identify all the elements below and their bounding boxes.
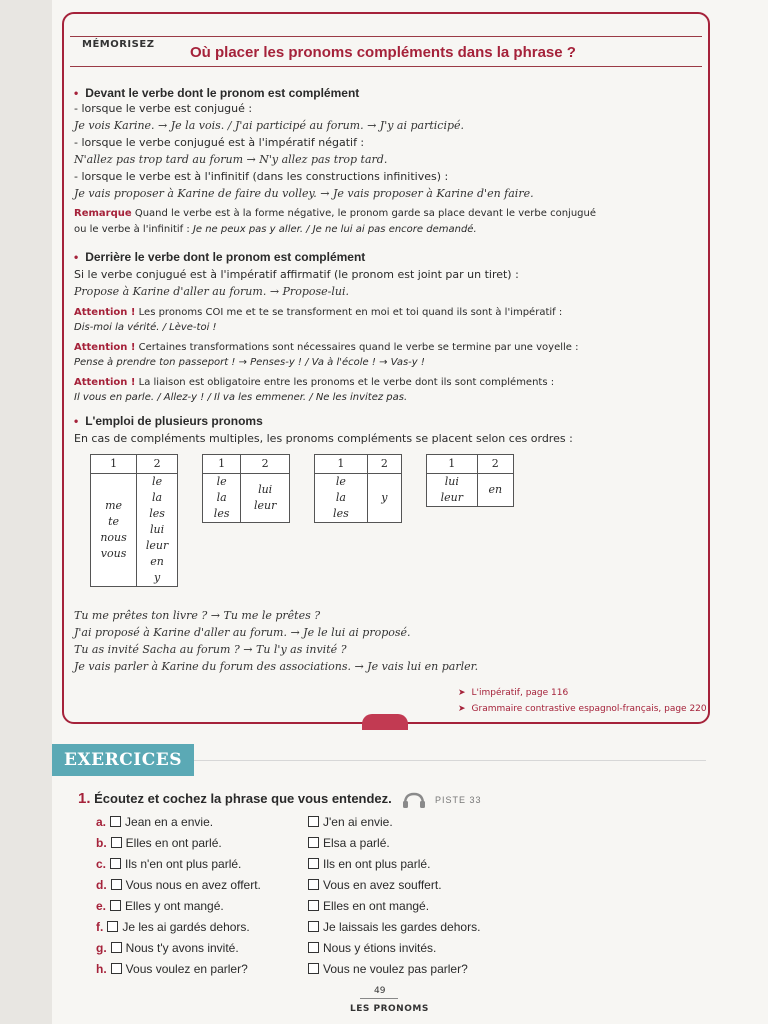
option-e-right[interactable] bbox=[308, 899, 429, 913]
checkbox[interactable] bbox=[107, 921, 118, 932]
option-text: Vous en avez souffert. bbox=[323, 878, 442, 892]
table2-head2: 2 bbox=[241, 455, 290, 474]
attention3-example bbox=[74, 390, 704, 405]
attention1-ex-text: Dis-moi la vérité. / Lève-toi ! bbox=[74, 322, 217, 333]
table3-head2: 2 bbox=[367, 455, 401, 474]
attention2-example bbox=[74, 355, 704, 370]
table2-c1-item: le bbox=[216, 475, 227, 488]
footer-section: LES PRONOMS bbox=[350, 1004, 429, 1014]
option-h-right[interactable] bbox=[308, 962, 468, 976]
option-text: Elsa a parlé. bbox=[323, 836, 390, 850]
checkbox[interactable] bbox=[110, 816, 121, 827]
checkbox[interactable] bbox=[308, 942, 319, 953]
option-c-left[interactable] bbox=[96, 857, 241, 871]
checkbox[interactable] bbox=[308, 900, 319, 911]
option-letter: e. bbox=[96, 899, 107, 913]
table4-c2-item: en bbox=[488, 483, 503, 496]
exercices-title: EXERCICES bbox=[64, 750, 182, 770]
option-d-right[interactable] bbox=[308, 878, 442, 892]
table3-c1-item: les bbox=[333, 507, 349, 520]
s3-example1: Tu me prêtes ton livre ? → Tu me le prêtes ? bbox=[74, 609, 321, 622]
table1-c2-item: le bbox=[152, 475, 163, 488]
table1-c1-item: me bbox=[105, 499, 123, 512]
option-text: Vous ne voulez pas parler? bbox=[323, 962, 468, 976]
remarque-cont-text: ou le verbe à l'infinitif : bbox=[74, 224, 190, 235]
checkbox[interactable] bbox=[111, 879, 122, 890]
remarque bbox=[74, 206, 704, 221]
attention3 bbox=[74, 375, 704, 390]
table3-head1: 1 bbox=[315, 455, 368, 474]
table3-col1 bbox=[315, 474, 368, 523]
attention1-label: Attention ! bbox=[74, 307, 136, 318]
order-table-2 bbox=[202, 454, 290, 523]
memorisez-tag: MÉMORISEZ bbox=[82, 39, 155, 50]
order-table-1 bbox=[90, 454, 178, 587]
s1-example2: N'allez pas trop tard au forum → N'y allez pas trop tard. bbox=[74, 153, 388, 166]
table1-col1 bbox=[91, 474, 137, 587]
option-text: Je laissais les gardes dehors. bbox=[323, 920, 481, 934]
table2-head1: 1 bbox=[203, 455, 241, 474]
exercices-banner bbox=[52, 744, 194, 776]
s2-example1: Propose à Karine d'aller au forum. → Propose-lui. bbox=[74, 285, 349, 298]
table1-c2-item: les bbox=[149, 507, 165, 520]
table2-c1-item: les bbox=[213, 507, 230, 520]
box-top-rule bbox=[70, 36, 702, 37]
section1-heading: • Devant le verbe dont le pronom est complément bbox=[74, 86, 704, 101]
table3-c1-item: le bbox=[335, 475, 346, 488]
s2-line1: Si le verbe conjugué est à l'impératif affirmatif (le pronom est joint par un tiret) : bbox=[74, 268, 519, 281]
option-d-left[interactable] bbox=[96, 878, 261, 892]
table1-c2-item: lui bbox=[150, 523, 165, 536]
page-number: 49 bbox=[374, 986, 386, 996]
order-table-4 bbox=[426, 454, 514, 507]
option-a-right[interactable] bbox=[308, 815, 393, 829]
table1-head1: 1 bbox=[91, 455, 137, 474]
table2-c2-item: leur bbox=[253, 499, 277, 512]
attention3-label: Attention ! bbox=[74, 377, 136, 388]
option-e-left[interactable] bbox=[96, 899, 224, 913]
table1-head2: 2 bbox=[137, 455, 178, 474]
ref-grammaire-link[interactable]: ➤ Grammaire contrastive espagnol-français, page 220 bbox=[458, 704, 707, 714]
ref-imperatif-link[interactable]: ➤ L'impératif, page 116 bbox=[458, 688, 568, 698]
table4-head1: 1 bbox=[427, 455, 478, 474]
option-text: Vous nous en avez offert. bbox=[125, 878, 261, 892]
option-f-right[interactable] bbox=[308, 920, 480, 934]
s3-line1: En cas de compléments multiples, les pronoms compléments se placent selon ces ordres : bbox=[74, 432, 573, 445]
table3-c2-item: y bbox=[381, 491, 388, 504]
table2-c1-item: la bbox=[216, 491, 227, 504]
checkbox[interactable] bbox=[308, 963, 319, 974]
order-table-3 bbox=[314, 454, 402, 523]
option-g-right[interactable] bbox=[308, 941, 436, 955]
option-text: Ils en ont plus parlé. bbox=[323, 857, 431, 871]
option-text: Nous y étions invités. bbox=[323, 941, 437, 955]
table4-col2 bbox=[477, 474, 513, 507]
option-c-right[interactable] bbox=[308, 857, 430, 871]
checkbox[interactable] bbox=[308, 816, 319, 827]
table1-c2-item: la bbox=[152, 491, 163, 504]
option-text: Je les ai gardés dehors. bbox=[122, 920, 250, 934]
table1-c1-item: nous bbox=[100, 531, 127, 544]
option-letter: c. bbox=[96, 857, 107, 871]
option-letter: a. bbox=[96, 815, 107, 829]
table1-c2-item: y bbox=[153, 571, 161, 584]
checkbox[interactable] bbox=[308, 879, 319, 890]
attention1 bbox=[74, 305, 704, 320]
option-text: Vous voulez en parler? bbox=[125, 962, 248, 976]
option-h-left[interactable] bbox=[96, 962, 248, 976]
table4-c1-item: lui bbox=[444, 475, 459, 488]
checkbox[interactable] bbox=[111, 837, 122, 848]
table3-c1-item: la bbox=[335, 491, 346, 504]
s3-example2: J'ai proposé à Karine d'aller au forum. → Je le lui ai proposé. bbox=[74, 626, 411, 639]
remarque-cont bbox=[74, 222, 704, 237]
table1-c2-item: leur bbox=[145, 539, 169, 552]
s1-example3: Je vais proposer à Karine de faire du volley. → Je vais proposer à Karine d'en faire. bbox=[74, 187, 534, 200]
option-text: J'en ai envie. bbox=[323, 815, 393, 829]
attention2-ex-text: Pense à prendre ton passeport ! → Penses-y ! / Va à l'école ! → Vas-y ! bbox=[74, 357, 425, 368]
s1-example1: Je vois Karine. → Je la vois. / J'ai participé au forum. → J'y ai participé. bbox=[74, 119, 465, 132]
memorisez-box bbox=[62, 12, 710, 724]
table1-c1-item: vous bbox=[100, 547, 127, 560]
option-letter: f. bbox=[96, 920, 104, 934]
table3-col2 bbox=[367, 474, 401, 523]
table2-c2-item: lui bbox=[258, 483, 273, 496]
question-1 bbox=[78, 790, 482, 808]
option-text: Elles en ont parlé. bbox=[125, 836, 222, 850]
table2-col2 bbox=[241, 474, 290, 523]
attention3-ex-text: Il vous en parle. / Allez-y ! / Il va les emmener. / Ne les invitez pas. bbox=[74, 392, 408, 403]
s1-line2: - lorsque le verbe conjugué est à l'impératif négatif : bbox=[74, 136, 365, 149]
table1-c2-item: en bbox=[150, 555, 164, 568]
option-b-left[interactable] bbox=[96, 836, 222, 850]
headphones-icon[interactable] bbox=[401, 792, 427, 808]
question-text: Écoutez et cochez la phrase que vous entendez. bbox=[94, 791, 392, 806]
attention2-text: Certaines transformations sont nécessaires quand le verbe se termine par une voyelle : bbox=[138, 342, 579, 353]
table1-c1-item: te bbox=[108, 515, 120, 528]
checkbox[interactable] bbox=[308, 858, 319, 869]
attention3-text: La liaison est obligatoire entre les pronoms et le verbe dont ils sont compléments : bbox=[138, 377, 555, 388]
option-a-left[interactable] bbox=[96, 815, 213, 829]
remarque-label: Remarque bbox=[74, 208, 132, 219]
checkbox[interactable] bbox=[308, 837, 319, 848]
s3-example4: Je vais parler à Karine du forum des associations. → Je vais lui en parler. bbox=[74, 660, 479, 673]
option-text: Nous t'y avons invité. bbox=[125, 941, 239, 955]
checkbox[interactable] bbox=[308, 921, 319, 932]
section3-heading: • L'emploi de plusieurs pronoms bbox=[74, 414, 704, 429]
footer-rule bbox=[360, 998, 398, 999]
option-letter: d. bbox=[96, 878, 107, 892]
s3-example3: Tu as invité Sacha au forum ? → Tu l'y as invité ? bbox=[74, 643, 347, 656]
table4-c1-item: leur bbox=[440, 491, 463, 504]
table4-col1 bbox=[427, 474, 478, 507]
attention2 bbox=[74, 340, 704, 355]
checkbox[interactable] bbox=[110, 900, 121, 911]
table1-col2 bbox=[137, 474, 178, 587]
checkbox[interactable] bbox=[111, 963, 122, 974]
option-f-left[interactable] bbox=[96, 920, 250, 934]
table2-col1 bbox=[203, 474, 241, 523]
checkbox[interactable] bbox=[110, 858, 121, 869]
question-number: 1. bbox=[78, 790, 91, 807]
option-g-left[interactable] bbox=[96, 941, 239, 955]
attention1-example bbox=[74, 320, 704, 335]
option-letter: b. bbox=[96, 836, 107, 850]
section2-heading: • Derrière le verbe dont le pronom est complément bbox=[74, 250, 704, 265]
option-text: Ils n'en ont plus parlé. bbox=[125, 857, 242, 871]
remarque-text: Quand le verbe est à la forme négative, le pronom garde sa place devant le verbe conjugué bbox=[134, 208, 597, 219]
exercices-rule bbox=[194, 760, 706, 761]
option-text: Jean en a envie. bbox=[125, 815, 214, 829]
option-text: Elles y ont mangé. bbox=[125, 899, 224, 913]
option-text: Elles en ont mangé. bbox=[323, 899, 430, 913]
s1-line1: - lorsque le verbe est conjugué : bbox=[74, 102, 253, 115]
remarque-example: Je ne peux pas y aller. / Je ne lui ai pas encore demandé. bbox=[192, 224, 477, 235]
box-title: Où placer les pronoms compléments dans la phrase ? bbox=[190, 44, 576, 61]
option-letter: g. bbox=[96, 941, 107, 955]
option-b-right[interactable] bbox=[308, 836, 390, 850]
box-title-rule bbox=[70, 66, 702, 67]
attention2-label: Attention ! bbox=[74, 342, 136, 353]
s1-line3: - lorsque le verbe est à l'infinitif (dans les constructions infinitives) : bbox=[74, 170, 449, 183]
option-letter: h. bbox=[96, 962, 107, 976]
table4-head2: 2 bbox=[477, 455, 513, 474]
attention1-text: Les pronoms COI me et te se transforment en moi et toi quand ils sont à l'impératif : bbox=[138, 307, 563, 318]
piste-label: PISTE 33 bbox=[435, 795, 482, 805]
checkbox[interactable] bbox=[111, 942, 122, 953]
box-bottom-tab bbox=[362, 714, 408, 730]
